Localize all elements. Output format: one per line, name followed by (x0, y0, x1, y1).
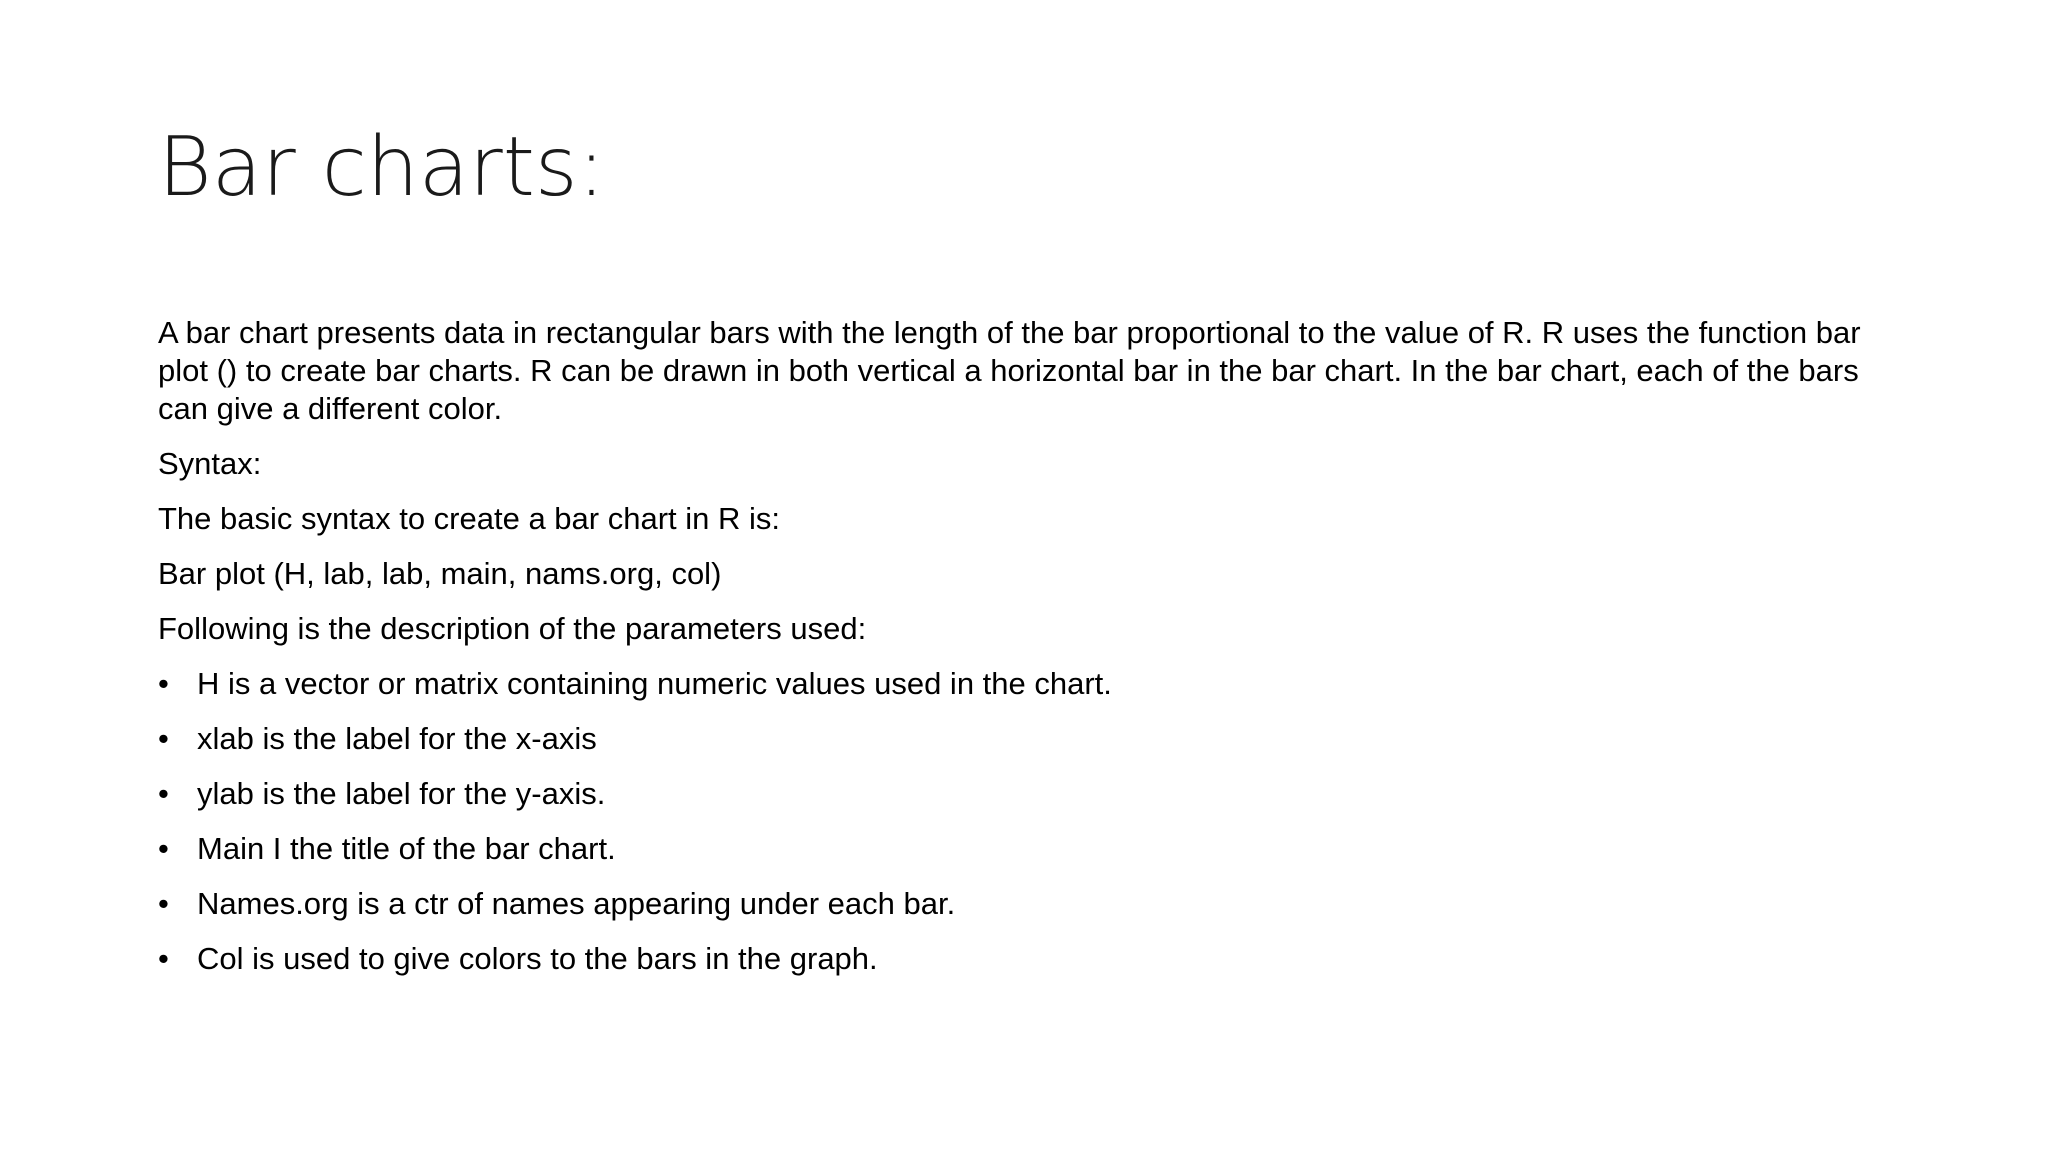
slide-title: Bar charts: (158, 120, 606, 215)
list-item-text: Names.org is a ctr of names appearing under each bar. (197, 886, 956, 921)
list-item-text: xlab is the label for the x-axis (197, 721, 597, 756)
bullet-icon: • (158, 721, 169, 756)
list-item-text: ylab is the label for the y-axis. (197, 776, 606, 811)
list-item-text: Main I the title of the bar chart. (197, 831, 616, 866)
list-item-text: Col is used to give colors to the bars in the graph. (197, 941, 878, 976)
intro-paragraph: A bar chart presents data in rectangular bars with the length of the bar proportional to the value of R. R uses the function bar plot () to create bar charts. R can be drawn in both vertical a horizontal bar in the bar chart. In the bar chart, each of the bars can give a different color. (158, 315, 1861, 426)
bullet-icon: • (158, 886, 169, 921)
bullet-icon: • (158, 776, 169, 811)
list-item-text: H is a vector or matrix containing numeric values used in the chart. (197, 666, 1112, 701)
list-item (158, 775, 1898, 813)
list-item (158, 665, 1898, 703)
syntax-heading: Syntax: (158, 446, 262, 481)
slide-body (158, 314, 1898, 995)
syntax-code-line: Bar plot (H, lab, lab, main, nams.org, col) (158, 556, 722, 591)
list-item (158, 720, 1898, 758)
parameters-intro: Following is the description of the parameters used: (158, 611, 867, 646)
list-item (158, 940, 1898, 978)
list-item (158, 885, 1898, 923)
bullet-icon: • (158, 666, 169, 701)
bullet-icon: • (158, 941, 169, 976)
parameter-list (158, 665, 1898, 978)
list-item (158, 830, 1898, 868)
syntax-description: The basic syntax to create a bar chart in R is: (158, 501, 780, 536)
bullet-icon: • (158, 831, 169, 866)
